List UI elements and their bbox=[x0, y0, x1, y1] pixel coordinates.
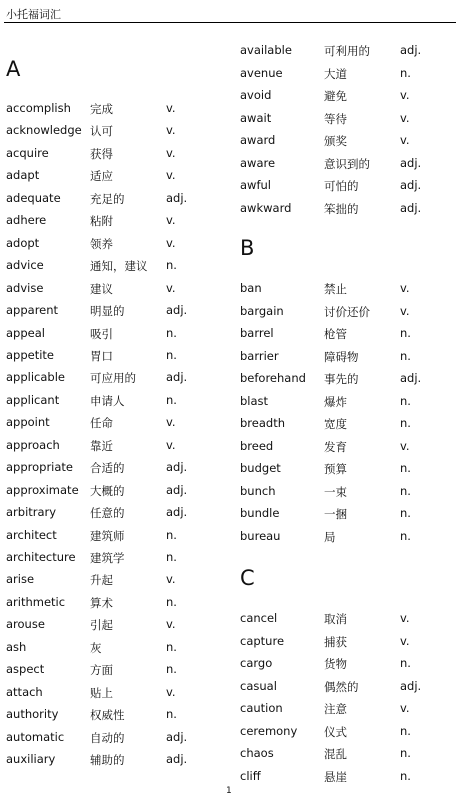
vocab-word: capture bbox=[240, 633, 285, 648]
vocab-translation: 引起 bbox=[90, 618, 113, 633]
vocab-pos: adj. bbox=[166, 370, 188, 385]
vocab-pos: n. bbox=[166, 639, 177, 654]
vocab-translation: 领养 bbox=[90, 236, 113, 251]
vocab-pos: v. bbox=[166, 280, 176, 295]
vocab-word: appeal bbox=[6, 325, 45, 340]
vocab-pos: v. bbox=[400, 438, 410, 453]
vocab-pos: adj. bbox=[166, 729, 188, 744]
vocab-translation: 建筑学 bbox=[90, 551, 125, 565]
vocab-pos: adj. bbox=[166, 482, 188, 497]
vocab-word: applicant bbox=[6, 392, 60, 407]
vocab-pos: n. bbox=[400, 506, 411, 520]
vocab-pos: n. bbox=[400, 656, 411, 670]
vocab-word: adapt bbox=[6, 168, 40, 183]
vocab-pos: v. bbox=[400, 701, 410, 715]
vocab-pos: n. bbox=[400, 746, 411, 760]
vocab-pos: n. bbox=[400, 65, 411, 80]
vocab-pos: v. bbox=[166, 572, 176, 587]
vocab-translation: 大概的 bbox=[90, 483, 125, 498]
vocab-word: available bbox=[240, 43, 292, 57]
vocab-translation: 预算 bbox=[324, 462, 347, 476]
vocab-pos: n. bbox=[400, 461, 411, 475]
vocab-translation: 宽度 bbox=[324, 417, 347, 431]
vocab-word: blast bbox=[240, 393, 269, 408]
vocab-translation: 任意的 bbox=[90, 506, 125, 521]
vocab-word: applicable bbox=[6, 370, 65, 385]
vocab-word: bundle bbox=[240, 506, 280, 520]
header-divider bbox=[4, 22, 456, 23]
vocab-translation: 偶然的 bbox=[324, 679, 359, 694]
vocab-translation: 一束 bbox=[324, 484, 347, 499]
vocab-translation: 认可 bbox=[90, 124, 113, 139]
vocab-word: arise bbox=[6, 572, 35, 587]
vocab-pos: adj. bbox=[400, 43, 422, 57]
vocab-pos: n. bbox=[166, 594, 177, 609]
vocab-translation: 方面 bbox=[90, 663, 113, 678]
vocab-pos: n. bbox=[400, 348, 411, 363]
vocab-pos: v. bbox=[166, 145, 176, 160]
vocab-translation: 避免 bbox=[324, 89, 347, 103]
vocab-translation: 获得 bbox=[90, 146, 113, 161]
vocab-pos: n. bbox=[400, 393, 411, 408]
page-number: 1 bbox=[226, 786, 232, 796]
vocab-translation: 胃口 bbox=[90, 348, 113, 363]
vocab-pos: n. bbox=[166, 392, 177, 407]
vocab-translation: 货物 bbox=[324, 657, 347, 671]
vocab-pos: v. bbox=[166, 684, 176, 699]
vocab-word: appoint bbox=[6, 415, 50, 430]
vocab-translation: 枪管 bbox=[324, 327, 347, 341]
vocab-word: ceremony bbox=[240, 723, 298, 738]
vocab-pos: v. bbox=[166, 617, 176, 632]
vocab-pos: adj. bbox=[400, 371, 422, 385]
vocab-translation: 障碍物 bbox=[324, 349, 359, 364]
vocab-word: appetite bbox=[6, 347, 55, 362]
vocab-translation: 建筑师 bbox=[90, 528, 125, 543]
vocab-translation: 充足的 bbox=[90, 191, 125, 206]
vocab-word: budget bbox=[240, 461, 281, 475]
vocab-word: breadth bbox=[240, 416, 285, 430]
vocab-translation: 可应用的 bbox=[90, 371, 136, 386]
vocab-word: casual bbox=[240, 678, 277, 693]
vocab-pos: v. bbox=[400, 281, 410, 295]
vocab-translation: 注意 bbox=[324, 702, 347, 716]
vocab-translation: 算术 bbox=[90, 595, 113, 610]
vocab-word: adopt bbox=[6, 235, 40, 250]
vocab-translation: 颁奖 bbox=[324, 134, 347, 148]
vocab-word: barrier bbox=[240, 348, 279, 363]
vocab-pos: v. bbox=[400, 133, 410, 147]
vocab-pos: adj. bbox=[400, 678, 422, 693]
vocab-pos: adj. bbox=[400, 178, 422, 192]
section-letter-c: C bbox=[240, 566, 255, 590]
vocab-word: auxiliary bbox=[6, 752, 56, 767]
vocab-word: awkward bbox=[240, 200, 292, 215]
vocab-word: adhere bbox=[6, 213, 47, 228]
vocab-word: chaos bbox=[240, 746, 274, 760]
vocab-translation: 发育 bbox=[324, 439, 347, 454]
vocab-translation: 申请人 bbox=[90, 393, 125, 408]
vocab-pos: adj. bbox=[166, 303, 188, 318]
vocab-word: accomplish bbox=[6, 101, 71, 115]
vocab-pos: v. bbox=[400, 88, 410, 102]
vocab-pos: n. bbox=[400, 483, 411, 498]
vocab-translation: 局 bbox=[324, 529, 336, 544]
vocab-pos: adj. bbox=[400, 200, 422, 215]
vocab-word: beforehand bbox=[240, 371, 306, 385]
vocab-translation: 可利用的 bbox=[324, 44, 370, 58]
vocab-word: acknowledge bbox=[6, 123, 82, 138]
vocab-translation: 通知，建议 bbox=[90, 259, 148, 274]
vocab-word: bureau bbox=[240, 528, 281, 543]
vocab-translation: 灰 bbox=[90, 640, 102, 655]
vocab-pos: n. bbox=[166, 662, 177, 677]
vocab-word: approximate bbox=[6, 482, 79, 497]
vocab-word: adequate bbox=[6, 190, 61, 205]
vocab-word: apparent bbox=[6, 303, 59, 318]
vocab-translation: 合适的 bbox=[90, 461, 125, 476]
vocab-pos: n. bbox=[166, 707, 177, 722]
vocab-pos: n. bbox=[166, 258, 177, 273]
vocab-translation: 升起 bbox=[90, 573, 113, 588]
vocab-word: awful bbox=[240, 178, 271, 192]
vocab-word: caution bbox=[240, 701, 283, 715]
vocab-pos: n. bbox=[400, 723, 411, 738]
vocab-pos: n. bbox=[400, 528, 411, 543]
vocab-word: cancel bbox=[240, 611, 278, 625]
vocab-translation: 一捆 bbox=[324, 507, 347, 521]
vocab-translation: 事先的 bbox=[324, 372, 359, 386]
vocab-translation: 建议 bbox=[90, 281, 113, 296]
vocab-translation: 明显的 bbox=[90, 304, 125, 319]
section-letter-a: A bbox=[6, 57, 21, 81]
vocab-word: architecture bbox=[6, 550, 76, 564]
vocab-translation: 意识到的 bbox=[324, 156, 370, 171]
vocab-translation: 禁止 bbox=[324, 282, 347, 296]
vocab-pos: v. bbox=[166, 437, 176, 452]
vocab-pos: v. bbox=[400, 611, 410, 625]
vocab-word: cliff bbox=[240, 768, 261, 783]
vocab-word: avoid bbox=[240, 88, 272, 102]
vocab-pos: v. bbox=[400, 633, 410, 648]
vocab-translation: 任命 bbox=[90, 416, 113, 431]
vocab-word: acquire bbox=[6, 145, 49, 160]
vocab-pos: adj. bbox=[166, 190, 188, 205]
vocab-translation: 笨拙的 bbox=[324, 201, 359, 216]
vocab-word: attach bbox=[6, 684, 43, 699]
vocab-translation: 大道 bbox=[324, 66, 347, 81]
vocab-translation: 权威性 bbox=[90, 708, 125, 723]
vocab-word: aware bbox=[240, 155, 276, 170]
vocab-word: architect bbox=[6, 527, 57, 542]
vocab-translation: 悬崖 bbox=[324, 769, 347, 784]
page-header-title: 小托福词汇 bbox=[6, 8, 61, 21]
vocab-translation: 讨价还价 bbox=[324, 304, 370, 319]
vocab-pos: n. bbox=[166, 550, 177, 564]
section-letter-b: B bbox=[240, 236, 255, 260]
vocab-word: cargo bbox=[240, 656, 273, 670]
vocab-translation: 靠近 bbox=[90, 438, 113, 453]
vocab-pos: adj. bbox=[166, 505, 188, 520]
vocab-translation: 适应 bbox=[90, 169, 113, 184]
vocab-word: advise bbox=[6, 280, 44, 295]
vocab-translation: 自动的 bbox=[90, 730, 125, 745]
vocab-word: breed bbox=[240, 438, 274, 453]
vocab-translation: 捕获 bbox=[324, 634, 347, 649]
vocab-word: authority bbox=[6, 707, 59, 722]
vocab-word: ash bbox=[6, 639, 27, 654]
vocab-pos: adj. bbox=[400, 155, 422, 170]
vocab-pos: n. bbox=[166, 325, 177, 340]
vocab-word: barrel bbox=[240, 326, 274, 340]
vocab-pos: n. bbox=[166, 527, 177, 542]
vocab-word: award bbox=[240, 133, 276, 147]
vocab-translation: 完成 bbox=[90, 102, 113, 116]
vocab-pos: v. bbox=[400, 303, 410, 318]
vocab-pos: v. bbox=[166, 415, 176, 430]
vocab-word: appropriate bbox=[6, 460, 74, 475]
vocab-pos: adj. bbox=[166, 460, 188, 475]
vocab-pos: v. bbox=[166, 235, 176, 250]
vocab-word: arbitrary bbox=[6, 505, 57, 520]
vocab-word: ban bbox=[240, 281, 262, 295]
vocab-word: arouse bbox=[6, 617, 45, 632]
vocab-pos: n. bbox=[400, 768, 411, 783]
vocab-pos: v. bbox=[166, 168, 176, 183]
vocab-translation: 辅助的 bbox=[90, 753, 125, 768]
vocab-translation: 粘附 bbox=[90, 214, 113, 229]
vocab-translation: 爆炸 bbox=[324, 394, 347, 409]
vocab-word: advice bbox=[6, 258, 44, 273]
vocab-translation: 取消 bbox=[324, 612, 347, 626]
vocab-translation: 混乱 bbox=[324, 747, 347, 761]
vocab-translation: 仪式 bbox=[324, 724, 347, 739]
vocab-pos: v. bbox=[166, 213, 176, 228]
vocab-translation: 贴上 bbox=[90, 685, 113, 700]
vocab-pos: n. bbox=[166, 347, 177, 362]
vocab-pos: n. bbox=[400, 326, 411, 340]
vocab-translation: 可怕的 bbox=[324, 179, 359, 193]
vocab-word: bunch bbox=[240, 483, 276, 498]
vocab-pos: n. bbox=[400, 416, 411, 430]
vocab-word: await bbox=[240, 110, 272, 125]
vocab-pos: v. bbox=[400, 110, 410, 125]
vocab-translation: 等待 bbox=[324, 111, 347, 126]
vocab-pos: v. bbox=[166, 101, 176, 115]
vocab-word: bargain bbox=[240, 303, 284, 318]
vocab-pos: v. bbox=[166, 123, 176, 138]
vocab-word: approach bbox=[6, 437, 60, 452]
vocab-pos: adj. bbox=[166, 752, 188, 767]
vocab-word: arithmetic bbox=[6, 594, 66, 609]
vocab-translation: 吸引 bbox=[90, 326, 113, 341]
vocab-word: avenue bbox=[240, 65, 283, 80]
vocab-word: aspect bbox=[6, 662, 45, 677]
vocab-word: automatic bbox=[6, 729, 65, 744]
